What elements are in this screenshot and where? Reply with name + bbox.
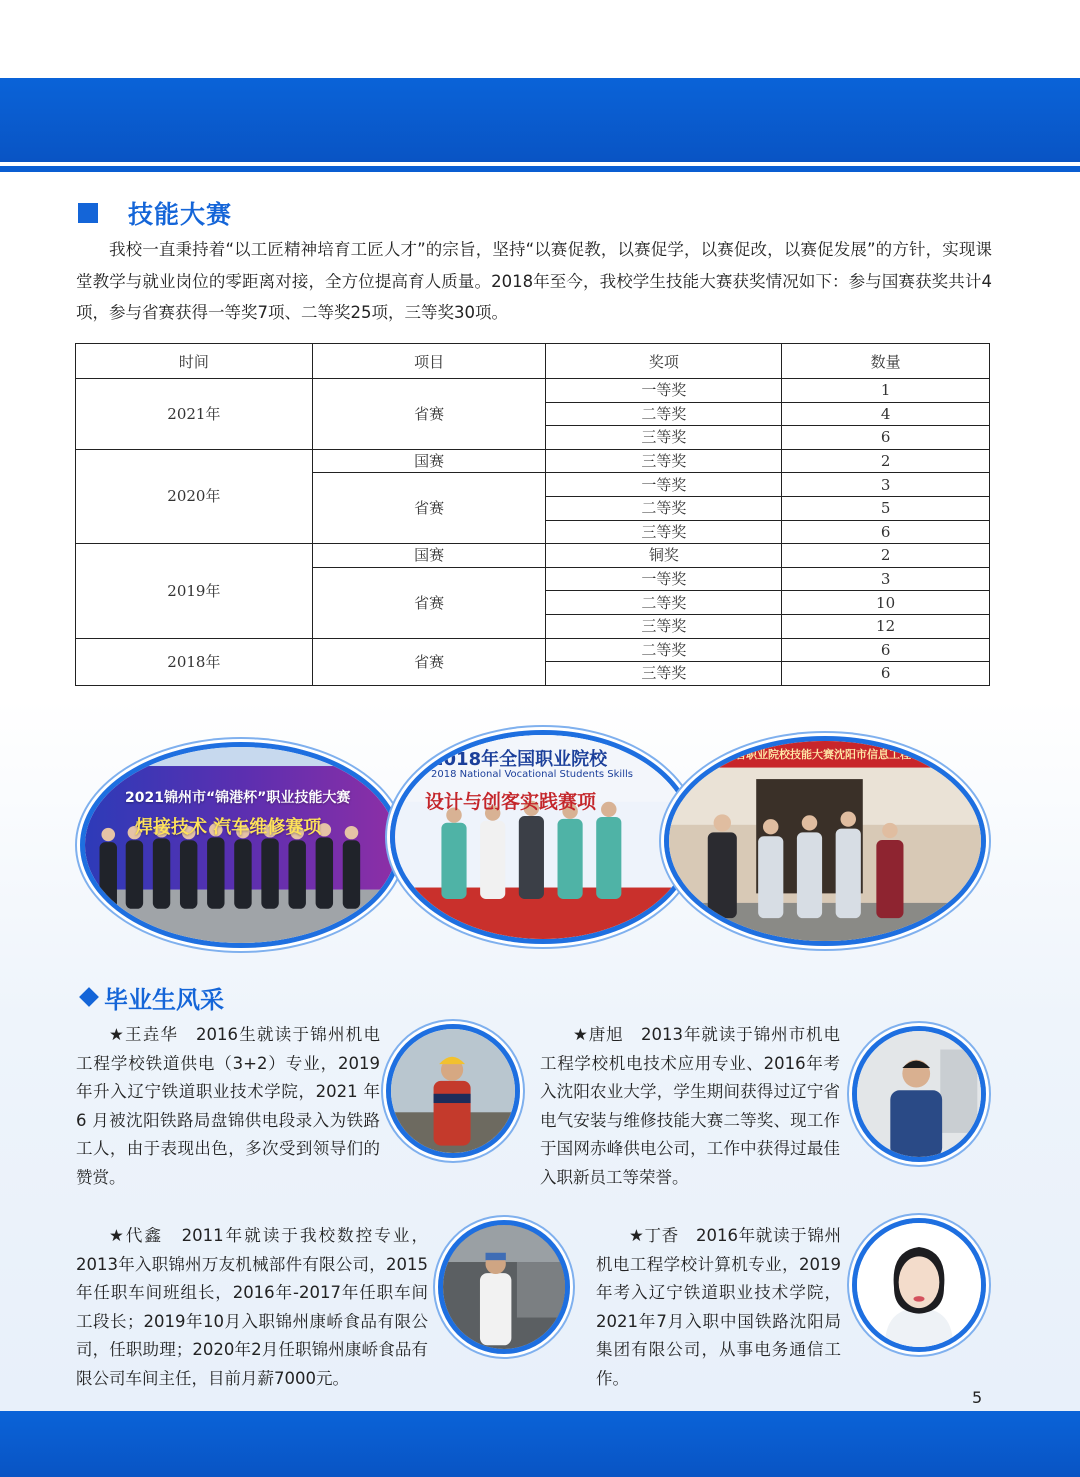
graduate-3-photo — [438, 1220, 570, 1354]
count-cell: 5 — [782, 496, 990, 520]
count-cell: 6 — [782, 426, 990, 450]
item-cell: 国赛 — [312, 449, 546, 473]
header-band — [0, 78, 1080, 162]
table-row — [76, 379, 990, 403]
graduate-3-image — [443, 1225, 565, 1349]
table-header-row — [76, 344, 990, 379]
competition-photo-3 — [664, 736, 986, 946]
award-cell: 一等奖 — [546, 473, 782, 497]
section-heading — [78, 196, 232, 230]
graduate-2-image — [857, 1031, 981, 1157]
photo-3-caption-line1: 辽宁省职业院校技能大赛沈阳市信息工程学校 — [713, 748, 933, 761]
count-cell: 2 — [782, 449, 990, 473]
count-cell: 3 — [782, 473, 990, 497]
graduates-title: 毕业生风采 — [104, 985, 224, 1014]
photo-2-caption-line2: 2018 National Vocational Students Skills — [431, 769, 633, 780]
award-cell: 一等奖 — [546, 379, 782, 403]
award-cell: 铜奖 — [546, 544, 782, 568]
graduate-4-text: ★丁香 2016年就读于锦州机电工程学校计算机专业，2019年考入辽宁铁道职业技术学院，2021年7月入职中国铁路沈阳局集团有限公司，从事电务通信工作。 — [596, 1226, 841, 1388]
graduate-2-photo — [852, 1026, 986, 1162]
item-cell: 省赛 — [312, 567, 546, 638]
graduate-2-text: ★唐旭 2013年就读于锦州市机电工程学校机电技术应用专业、2016年考入沈阳农业大学，学生期间获得过辽宁省电气安装与维修技能大赛二等奖、现工作于国网赤峰供电公司，工作中获得过最佳入职新员工等荣誉。 — [540, 1025, 840, 1187]
header-time: 时间 — [76, 344, 313, 379]
photo-1-caption-line2: 焊接技术 汽车维修赛项 — [135, 817, 322, 838]
diamond-bullet-icon — [79, 987, 99, 1007]
graduate-3-text: ★代鑫 2011年就读于我校数控专业，2013年入职锦州万友机械部件有限公司，2015年任职车间班组长，2016年-2017年任职车间工段长；2019年10月入职锦州康峤食品有限公司，任职助理；2020年2月任职锦州康峤食品有限公司车间主任，目前月薪7000元。 — [76, 1226, 428, 1388]
photo-1-caption-line1: 2021锦州市“锦港杯”职业技能大赛 — [125, 790, 351, 806]
count-cell: 6 — [782, 520, 990, 544]
award-cell: 二等奖 — [546, 591, 782, 615]
competition-photo-1 — [80, 742, 402, 948]
footer-band — [0, 1411, 1080, 1477]
graduate-4-image — [857, 1223, 981, 1347]
award-cell: 二等奖 — [546, 402, 782, 426]
count-cell: 1 — [782, 379, 990, 403]
table-row — [76, 449, 990, 473]
table-row — [76, 638, 990, 662]
count-cell: 3 — [782, 567, 990, 591]
count-cell: 6 — [782, 638, 990, 662]
header-item: 项目 — [312, 344, 546, 379]
graduate-4-photo — [852, 1218, 986, 1352]
award-cell: 三等奖 — [546, 614, 782, 638]
item-cell: 省赛 — [312, 473, 546, 544]
award-cell: 二等奖 — [546, 496, 782, 520]
year-cell: 2019年 — [76, 544, 313, 638]
graduate-3-bio — [76, 1222, 428, 1394]
photo-3-image — [669, 741, 981, 941]
intro-text: 我校一直秉持着“以工匠精神培育工匠人才”的宗旨，坚持“以赛促教，以赛促学，以赛促改，以赛促发展”的方针，实现课堂教学与就业岗位的零距离对接，全方位提高育人质量。2018年至今，我校学生技能大赛获奖情况如下：参与国赛获奖共计4项，参与省赛获得一等奖7项、二等奖25项，三等奖30项。 — [76, 240, 992, 322]
year-cell: 2018年 — [76, 638, 313, 685]
competition-photo-2 — [390, 730, 696, 944]
intro-paragraph — [76, 234, 992, 329]
graduate-4-bio — [596, 1222, 841, 1394]
table-row — [76, 544, 990, 568]
awards-table — [75, 343, 990, 686]
photo-2-caption-line3: 设计与创客实践赛项 — [425, 791, 597, 813]
year-cell: 2020年 — [76, 449, 313, 543]
award-cell: 三等奖 — [546, 426, 782, 450]
count-cell: 10 — [782, 591, 990, 615]
header-count: 数量 — [782, 344, 990, 379]
graduate-1-text: ★王垚华 2016生就读于锦州机电工程学校铁道供电（3+2）专业，2019 年升入辽宁铁道职业技术学院，2021 年 6 月被沈阳铁路局盘锦供电段录入为铁路工人，由于表现出色，多次受到领导们的赞赏。 — [76, 1025, 380, 1187]
graduate-1-photo — [386, 1024, 520, 1158]
count-cell: 6 — [782, 662, 990, 686]
item-cell: 省赛 — [312, 638, 546, 685]
count-cell: 2 — [782, 544, 990, 568]
award-cell: 一等奖 — [546, 567, 782, 591]
count-cell: 12 — [782, 614, 990, 638]
photo-2-caption-line1: 2018年全国职业院校 — [431, 749, 608, 770]
year-cell: 2021年 — [76, 379, 313, 450]
item-cell: 省赛 — [312, 379, 546, 450]
page-number: 5 — [972, 1388, 983, 1407]
graduate-1-image — [391, 1029, 515, 1153]
award-cell: 三等奖 — [546, 520, 782, 544]
graduate-1-bio — [76, 1021, 380, 1193]
item-cell: 国赛 — [312, 544, 546, 568]
section-title: 技能大赛 — [128, 200, 233, 229]
award-cell: 三等奖 — [546, 662, 782, 686]
award-cell: 三等奖 — [546, 449, 782, 473]
square-bullet-icon — [78, 203, 98, 223]
graduates-heading — [78, 982, 224, 1012]
graduate-2-bio — [540, 1021, 840, 1193]
header-rule — [0, 166, 1080, 172]
count-cell: 4 — [782, 402, 990, 426]
header-award: 奖项 — [546, 344, 782, 379]
award-cell: 二等奖 — [546, 638, 782, 662]
photo-1-image — [85, 747, 397, 943]
